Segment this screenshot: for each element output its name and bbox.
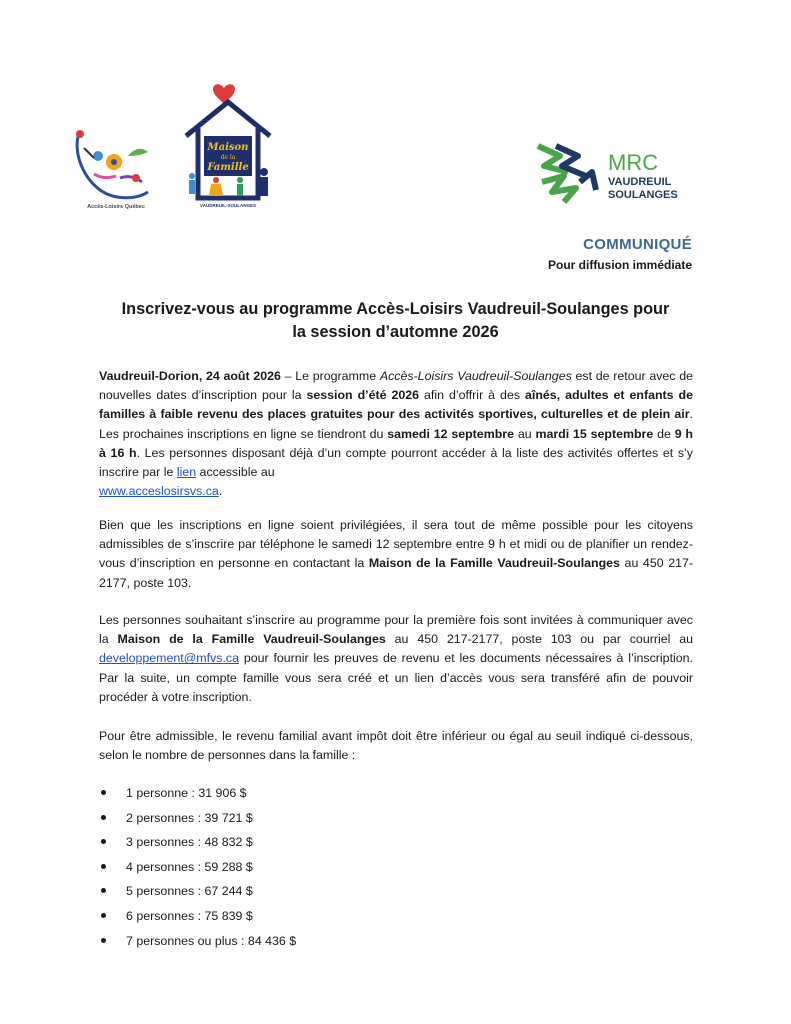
acces-loisirs-logo <box>70 126 162 206</box>
p1-text-9: . <box>218 484 223 499</box>
p3-text-2: au 450 217-2177, poste 103 ou par courriel au <box>385 632 694 647</box>
email-link[interactable]: developpement@mfvs.ca <box>99 651 239 666</box>
maison-famille-logo <box>178 80 278 210</box>
communique-title: COMMUNIQUÉ <box>583 236 692 253</box>
headline-line-1: Inscrivez-vous au programme Accès-Loisirs Vaudreuil-Soulanges pour <box>121 300 670 318</box>
maison-logo-line3: Famille <box>207 162 249 173</box>
list-item: 1 personne : 31 906 $ <box>99 784 296 809</box>
communique-subtitle: Pour diffusion immédiate <box>547 258 692 272</box>
list-item: 5 personnes : 67 244 $ <box>99 882 296 907</box>
list-item: 2 personnes : 39 721 $ <box>99 809 296 834</box>
mrc-logo-line1: MRC <box>608 150 659 175</box>
session-name: session d’été 2026 <box>306 388 420 403</box>
income-threshold-list <box>99 784 296 956</box>
p1-text-6: de <box>653 426 675 441</box>
paragraph-phone-registration <box>99 516 693 593</box>
website-link[interactable]: www.acceslosirsvs.ca <box>99 484 219 499</box>
list-item: 6 personnes : 75 839 $ <box>99 907 296 932</box>
mrc-logo-line2: VAUDREUIL <box>608 176 672 188</box>
mrc-vaudreuil-soulanges-logo <box>534 142 694 206</box>
maison-logo-line2: de la <box>220 154 236 161</box>
p1-text-4: . Les prochaines inscriptions en ligne se tiendront du <box>99 407 693 441</box>
p1-text-1: – Le programme <box>280 369 380 383</box>
organization-name-2: Maison de la Famille Vaudreuil-Soulanges <box>117 632 386 647</box>
end-date: mardi 15 septembre <box>535 426 654 441</box>
maison-logo-line1: Maison <box>207 142 249 153</box>
program-name: Accès-Loisirs Vaudreuil-Soulanges <box>379 369 572 383</box>
p1-text-3: afin d’offrir à des <box>419 388 526 403</box>
target-audience: aînés, adultes et enfants de familles à faible revenu des places gratuites pour des activités sportives, culturelles et de plein air <box>99 388 693 422</box>
p3-text-3: pour fournir les preuves de revenu et les documents nécessaires à l’inscription. Par la suite, un compte famille vous sera créé et un lien d’accès vous sera transféré afin de pouvoir procéder à votre inscription. <box>99 651 693 704</box>
acces-loisirs-caption: Accès-Loisirs Québec <box>87 204 145 210</box>
p1-text-2: est de retour avec de nouvelles dates d’inscription pour la <box>99 369 693 403</box>
organization-name: Maison de la Famille Vaudreuil-Soulanges <box>368 556 620 571</box>
mrc-logo-line3: SOULANGES <box>608 189 678 201</box>
paragraph-eligibility: Pour être admissible, le revenu familial avant impôt doit être inférieur ou égal au seuil indiqué ci-dessous, selon le nombre de personnes dans la famille : <box>99 729 693 763</box>
dateline: Vaudreuil-Dorion, 24 août 2026 <box>99 369 281 383</box>
p2-text-1: Bien que les inscriptions en ligne soient privilégiées, il sera tout de même possible pour les citoyens admissibles de s’inscrire par téléphone le samedi 12 septembre entre 9 h et midi ou de planifier un rendez-vous d’inscription en personne en contactant la <box>99 518 693 571</box>
paragraph-intro <box>99 367 693 501</box>
headline <box>100 298 691 344</box>
communique-header <box>548 236 692 272</box>
list-item: 3 personnes : 48 832 $ <box>99 833 296 858</box>
p1-text-8: accessible au <box>196 465 275 480</box>
registration-link[interactable]: lien <box>176 465 197 480</box>
p1-text-5: au <box>514 426 536 441</box>
p3-text-1: Les personnes souhaitant s’inscrire au programme pour la première fois sont invitées à communiquer avec la <box>99 613 693 647</box>
registration-hours: 9 h à 16 h <box>99 426 694 460</box>
list-item: 4 personnes : 59 288 $ <box>99 858 296 883</box>
p2-text-2: au 450 217-2177, poste 103. <box>99 556 693 590</box>
start-date: samedi 12 septembre <box>387 426 514 441</box>
p1-text-7: . Les personnes disposant déjà d’un compte pourront accéder à la liste des activités offertes et s’y inscrire par le <box>99 445 693 480</box>
maison-logo-caption: VAUDREUIL-SOULANGES <box>200 203 256 208</box>
paragraph-first-time <box>99 611 693 707</box>
headline-line-2: la session d’automne 2026 <box>292 323 499 341</box>
list-item: 7 personnes ou plus : 84 436 $ <box>99 932 296 957</box>
